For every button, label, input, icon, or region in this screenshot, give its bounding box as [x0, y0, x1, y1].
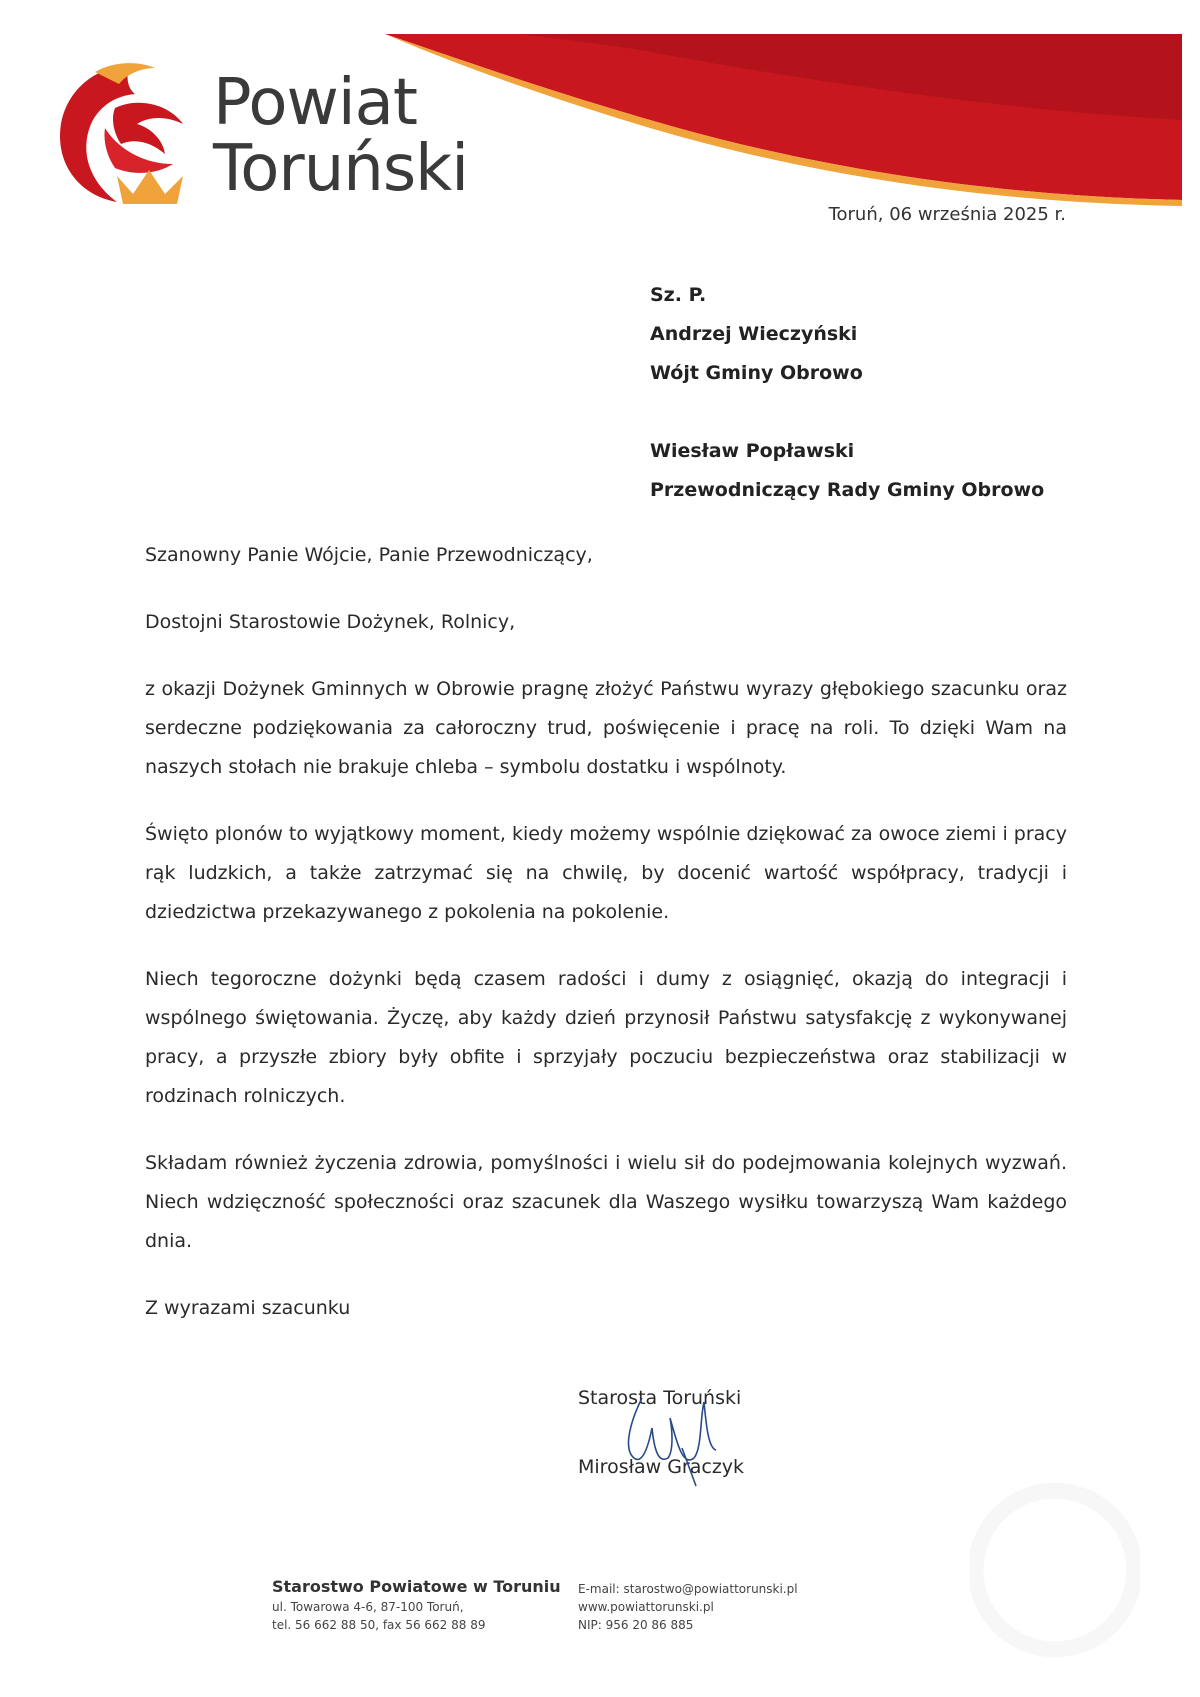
footer-email: E-mail: starostwo@powiattorunski.pl — [578, 1582, 798, 1596]
letter-date: Toruń, 06 września 2025 r. — [828, 204, 1066, 225]
paragraph-4: Składam również życzenia zdrowia, pomyślności i wielu sił do podejmowania kolejnych wyzwań. Niech wdzięczność społeczności oraz szacunek dla Waszego wysiłku towarzyszą Wam każdego dnia. — [145, 1152, 1067, 1252]
recipient-2-title: Przewodniczący Rady Gminy Obrowo — [650, 479, 1045, 501]
logo-line-1: Powiat — [213, 66, 417, 140]
footer-address-block — [272, 1576, 561, 1634]
paragraph-2: Święto plonów to wyjątkowy moment, kiedy możemy wspólnie dziękować za owoce ziemi i pracy rąk ludzkich, a także zatrzymać się na chwilę, by docenić wartość współpracy, tradycji i dziedzictwa przekazywanego z pokolenia na pokolenie. — [145, 823, 1067, 923]
logo-line-2: Toruński — [213, 132, 468, 206]
recipient-1-name: Andrzej Wieczyński — [650, 323, 858, 345]
recipients-block — [650, 276, 1044, 510]
greeting-1: Szanowny Panie Wójcie, Panie Przewodniczący, — [145, 544, 593, 566]
recipient-salutation: Sz. P. — [650, 284, 707, 306]
recipient-2-name: Wiesław Popławski — [650, 440, 855, 462]
footer-contact-block — [578, 1580, 798, 1634]
signatory-name: Mirosław Graczyk — [578, 1456, 745, 1478]
eagle-emblem-icon — [55, 58, 205, 208]
letter-body — [145, 536, 1067, 1328]
closing: Z wyrazami szacunku — [145, 1297, 351, 1319]
paragraph-1: z okazji Dożynek Gminnych w Obrowie pragnę złożyć Państwu wyrazy głębokiego szacunku oraz serdeczne podziękowania za całoroczny trud, poświęcenie i pracę na roli. To dzięki Wam na naszych stołach nie brakuje chleba – symbolu dostatku i wspólnoty. — [145, 678, 1067, 778]
footer-phone: tel. 56 662 88 50, fax 56 662 88 89 — [272, 1618, 486, 1632]
powiat-logo — [55, 58, 525, 218]
footer-nip: NIP: 956 20 86 885 — [578, 1618, 694, 1632]
paragraph-3: Niech tegoroczne dożynki będą czasem radości i dumy z osiągnięć, okazją do integracji i wspólnego świętowania. Życzę, aby każdy dzień przynosił Państwu satysfakcję z wykonywanej pracy, a przyszłe zbiory były obfite i sprzyjały poczuciu bezpieczeństwa oraz stabilizacji w rodzinach rolniczych. — [145, 968, 1067, 1107]
signatory-title: Starosta Toruński — [578, 1387, 742, 1409]
recipient-2 — [650, 432, 1044, 510]
logo-wordmark — [213, 66, 468, 206]
footer-address: ul. Towarowa 4-6, 87-100 Toruń, — [272, 1600, 464, 1614]
greeting-2: Dostojni Starostowie Dożynek, Rolnicy, — [145, 611, 516, 633]
handwritten-signature — [612, 1388, 732, 1488]
footer — [0, 1556, 1200, 1676]
recipient-1 — [650, 276, 1044, 393]
footer-www: www.powiattorunski.pl — [578, 1600, 714, 1614]
recipient-1-title: Wójt Gminy Obrowo — [650, 362, 863, 384]
footer-org: Starostwo Powiatowe w Toruniu — [272, 1577, 561, 1596]
